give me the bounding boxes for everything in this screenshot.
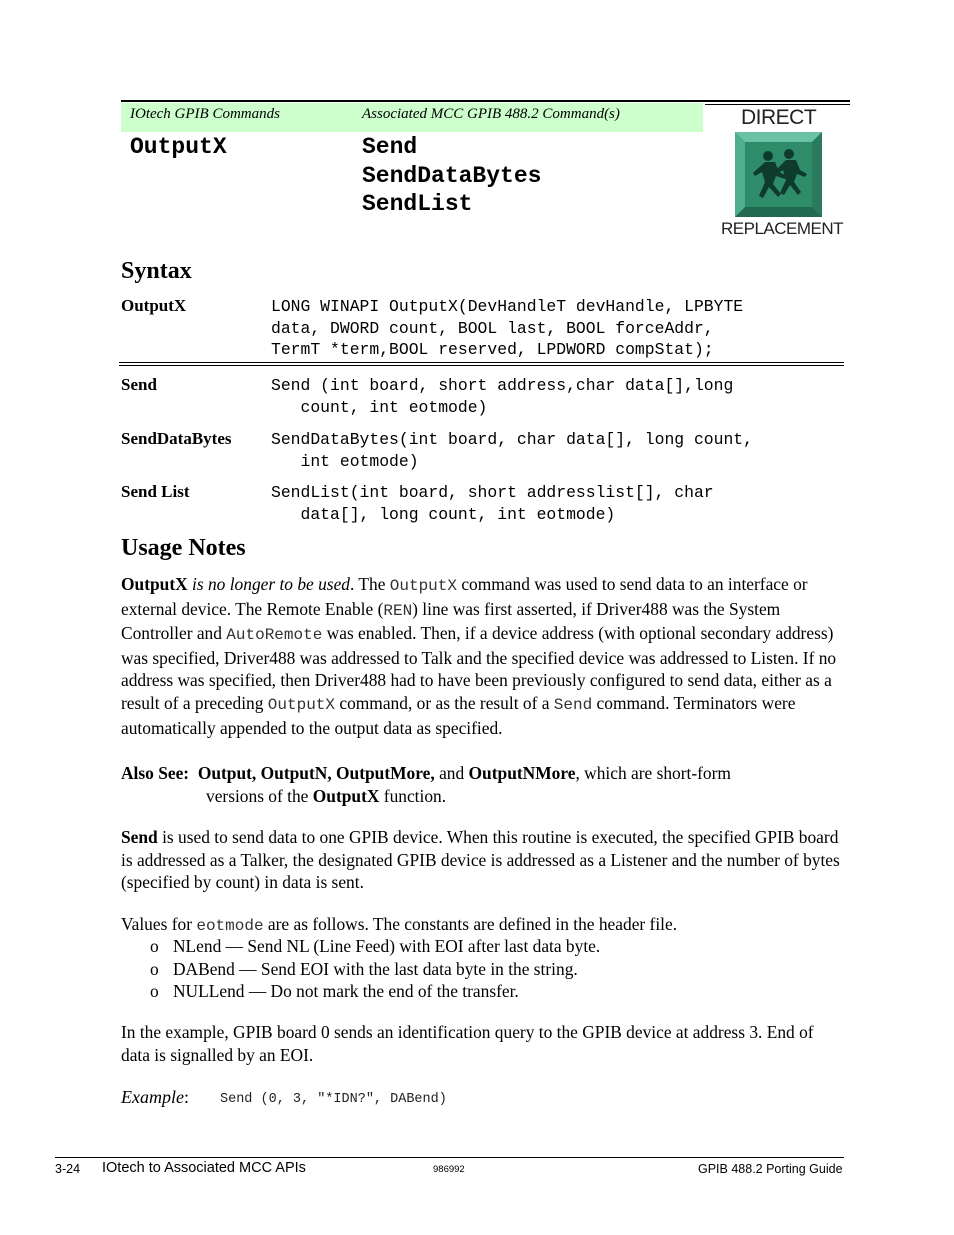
footer-doc-number: 986992 [433,1164,465,1175]
text-run: command, or as the result of a [335,692,554,713]
example-label-text: Example [121,1087,184,1107]
code-outputx: OutputX [389,577,457,595]
text-run: Values for [121,914,197,934]
code-outputx: OutputX [267,695,336,714]
text-run: and [434,763,469,783]
list-item [150,958,840,981]
footer-page-number: 3-24 [55,1162,81,1176]
also-see-term: OutputNMore [468,763,576,783]
syntax-divider-bottom [119,365,844,366]
text-run: . The [350,574,390,594]
term-outputx: OutputX [121,574,188,594]
also-see [121,762,845,807]
senddatabytes-prototype [271,429,753,472]
also-see-line-2 [121,785,845,808]
example-code: Send (0, 3, "*IDN?", DABend) [220,1092,447,1107]
eotmode-paragraph [121,913,845,938]
also-see-line-1 [121,762,845,785]
footer-guide-title: GPIB 488.2 Porting Guide [698,1162,843,1176]
send-label: Send [121,375,157,394]
eotmode-list [150,935,840,1003]
logo-direct-text: DIRECT [741,106,817,129]
text-run: : [183,1087,189,1107]
code-ren: REN [383,601,413,620]
code-autoremote: AutoRemote [226,626,323,645]
footer-chapter: IOtech to Associated MCC APIs [102,1160,306,1176]
send-paragraph [121,826,845,894]
code-line: SendDataBytes(int board, char data[], long count, [271,430,753,449]
bullet-marker: o [150,981,159,1002]
text-run: was enabled. Then, if a device address (with optional secondary address) was specified, Driver488 was addressed to Talk and the specified device was addressed to Listen. If no address was specified, then Driver488 had to have been previously configured to send data, either as a result of a preceding [121,623,837,713]
iotech-command: OutputX [130,134,227,160]
text-run: are as follows. The constants are defined in the header file. [263,914,678,934]
example-label [121,1087,189,1108]
code-eotmode: eotmode [196,917,264,935]
text-run: , which are short-form [575,763,731,783]
outputx-prototype [271,296,743,361]
sendlist-label: Send List [121,482,190,501]
usage-notes-heading: Usage Notes [121,535,246,561]
list-item-text: NULLend — Do not mark the end of the transfer. [173,981,519,1002]
syntax-divider-top [119,362,844,363]
sendlist-prototype [271,482,714,525]
code-line: count, int eotmode) [271,397,488,417]
mcc-command-list [362,133,541,219]
also-see-terms: Output, OutputN, OutputMore, [197,763,435,783]
list-item [150,980,840,1003]
deprecated-note: is no longer to be used [187,574,350,594]
code-line: data, DWORD count, BOOL last, BOOL forceAddr, [271,318,714,338]
header-top-rule-2 [705,104,850,105]
text-run: is used to send data to one GPIB device. When this routine is executed, the specified GPIB board is addressed as a Talker, the designated GPIB device is addressed as a Listener and the number of bytes (specified by count) in data is sent. [121,827,840,893]
running-figures-icon [735,132,822,217]
bullet-marker: o [150,958,159,979]
footer-rule [55,1157,844,1158]
code-line: int eotmode) [271,451,419,471]
header-top-rule [121,100,850,102]
mcc-command: SendList [362,191,473,217]
mcc-command: SendDataBytes [362,162,542,189]
text-run: command was used to send data to an interface or external device. The Remote Enable ( [121,574,808,619]
list-item [150,935,840,958]
col2-label: Associated MCC GPIB 488.2 Command(s) [362,106,620,122]
text-run: ) line was first asserted, if Driver488 was the System Controller and [121,598,781,644]
outputx-label: OutputX [121,296,187,315]
code-line: Send (int board, short address,char data[],long [271,376,734,395]
text-run: function. [379,785,447,806]
code-line: data[], long count, int eotmode) [271,504,616,524]
code-line: TermT *term,BOOL reserved, LPDWORD compStat); [271,340,714,359]
example-paragraph: In the example, GPIB board 0 sends an identification query to the GPIB device at address 3. End of data is signalled by an EOI. [121,1022,814,1065]
col1-label: IOtech GPIB Commands [130,106,280,122]
mcc-command: Send [362,134,418,160]
text-run: versions of the [206,785,313,806]
term-send: Send [121,827,158,847]
send-prototype [271,375,733,418]
list-item-text: DABend — Send EOI with the last data byte in the string. [173,958,578,979]
list-item-text: NLend — Send NL (Line Feed) with EOI after last data byte. [173,936,601,956]
senddatabytes-label: SendDataBytes [121,429,232,448]
bullet-marker: o [150,936,159,956]
text-run: command. Terminators were automatically appended to the output data as specified. [121,692,796,738]
also-see-label: Also See: [121,763,190,783]
logo-replacement-text: REPLACEMENT [721,219,844,238]
outputx-paragraph [121,573,845,739]
code-send: Send [553,695,593,714]
also-see-term: OutputX [312,785,380,806]
code-line: LONG WINAPI OutputX(DevHandleT devHandle, LPBYTE [271,297,744,316]
code-line: SendList(int board, short addresslist[], char [271,483,714,502]
syntax-heading: Syntax [121,258,192,284]
